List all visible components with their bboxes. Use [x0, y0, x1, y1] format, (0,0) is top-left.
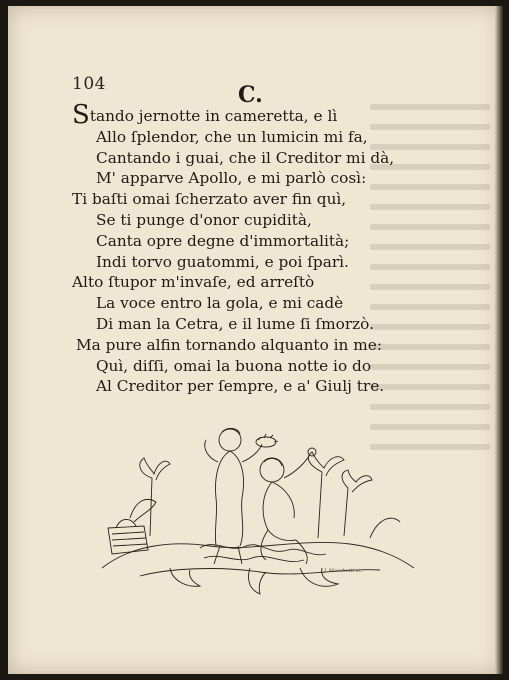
stanza-1	[72, 100, 452, 189]
stanza-3	[72, 272, 452, 334]
page-number: 104	[72, 74, 106, 94]
poem-line: Allo ſplendor, che un lumicin mi fa,	[96, 127, 368, 146]
poem-line: Indi torvo guatommi, e poi ſparì.	[96, 252, 349, 271]
poem-line: Canta opre degne d'immortalità;	[96, 231, 350, 250]
putti-engraving-icon	[100, 418, 418, 596]
poem-line: Cantando i guai, che il Creditor mi dà,	[96, 148, 395, 167]
drop-cap: S	[72, 100, 90, 130]
poem-line: Alto ſtupor m'invaſe, ed arreſtò	[72, 273, 315, 292]
section-numeral: C.	[238, 82, 263, 108]
poem-line: Ti baſti omai ſcherzato aver fin quì,	[72, 190, 347, 209]
engraver-signature: J. Mocchetti sc.	[324, 568, 363, 574]
page-edge-shadow	[495, 6, 503, 674]
stanza-2	[72, 189, 452, 272]
poem-line: M' apparve Apollo, e mi parlò così:	[96, 169, 367, 188]
poem-line: Al Creditor per ſempre, e a' Giulj tre.	[96, 377, 385, 396]
poem-line: Di man la Cetra, e il lume ſi ſmorzò.	[96, 314, 374, 333]
stanza-4	[72, 335, 452, 397]
poem-line: Ma pure alfin tornando alquanto in me:	[76, 335, 382, 354]
poem-line: Stando jernotte in cameretta, e lì	[72, 100, 338, 130]
poem-line: La voce entro la gola, e mi cadè	[96, 294, 344, 313]
poem-line: Se ti punge d'onor cupidità,	[96, 210, 312, 229]
poem-line: Quì, diſſi, omai la buona notte io do	[96, 356, 372, 375]
sonnet	[72, 100, 452, 397]
